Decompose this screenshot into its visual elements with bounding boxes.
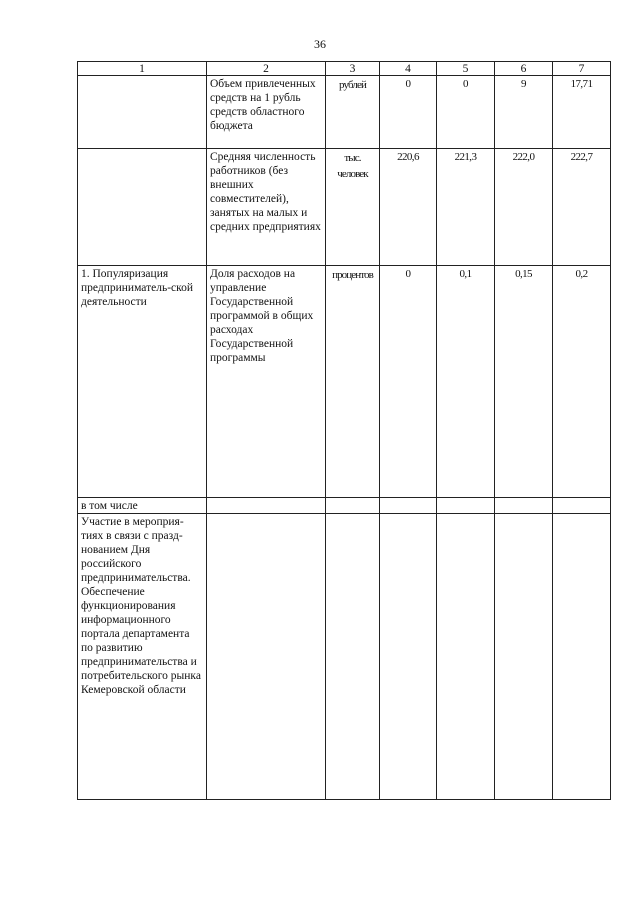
unit-cell: рублей xyxy=(326,76,380,149)
value-cell: 222,7 xyxy=(553,149,611,266)
column-header: 7 xyxy=(553,62,611,76)
empty-cell xyxy=(437,514,495,800)
indicator-cell: Средняя численность работников (без внешних совместителей), занятых на малых и средних предприятиях xyxy=(207,149,326,266)
indicator-cell: Объем привлеченных средств на 1 рубль средств областного бюджета xyxy=(207,76,326,149)
empty-cell xyxy=(380,514,437,800)
program-cell: в том числе xyxy=(78,498,207,514)
indicators-table xyxy=(77,61,611,800)
indicator-cell: Доля расходов на управление Государственной программой в общих расходах Государственной программы xyxy=(207,266,326,498)
column-header: 4 xyxy=(380,62,437,76)
table-row xyxy=(78,76,611,149)
empty-cell xyxy=(326,514,380,800)
empty-cell xyxy=(495,514,553,800)
column-header: 1 xyxy=(78,62,207,76)
program-cell: Участие в мероприя-тиях в связи с празд-нованием Дня российского предпринимательства. Обеспечение функционирования информационного портала департамента по развитию предпринимательства и потребительского рынка Кемеровской области xyxy=(78,514,207,800)
empty-cell xyxy=(380,498,437,514)
value-cell: 222,0 xyxy=(495,149,553,266)
column-header: 5 xyxy=(437,62,495,76)
empty-cell xyxy=(207,498,326,514)
table-header-row xyxy=(78,62,611,76)
value-cell: 0,15 xyxy=(495,266,553,498)
value-cell: 220,6 xyxy=(380,149,437,266)
value-cell: 0 xyxy=(437,76,495,149)
unit-cell: процентов xyxy=(326,266,380,498)
program-cell xyxy=(78,149,207,266)
page-number: 36 xyxy=(314,37,326,51)
column-header: 3 xyxy=(326,62,380,76)
unit-cell: тыс. человек xyxy=(326,149,380,266)
program-cell xyxy=(78,76,207,149)
empty-cell xyxy=(553,498,611,514)
program-cell: 1. Популяризация предприниматель-ской деятельности xyxy=(78,266,207,498)
table-row xyxy=(78,149,611,266)
empty-cell xyxy=(207,514,326,800)
table-row xyxy=(78,514,611,800)
value-cell: 221,3 xyxy=(437,149,495,266)
empty-cell xyxy=(326,498,380,514)
empty-cell xyxy=(437,498,495,514)
value-cell: 0 xyxy=(380,266,437,498)
value-cell: 9 xyxy=(495,76,553,149)
value-cell: 0 xyxy=(380,76,437,149)
column-header: 6 xyxy=(495,62,553,76)
empty-cell xyxy=(495,498,553,514)
column-header: 2 xyxy=(207,62,326,76)
empty-cell xyxy=(553,514,611,800)
value-cell: 0,2 xyxy=(553,266,611,498)
value-cell: 17,71 xyxy=(553,76,611,149)
table-row xyxy=(78,266,611,498)
table-row xyxy=(78,498,611,514)
value-cell: 0,1 xyxy=(437,266,495,498)
